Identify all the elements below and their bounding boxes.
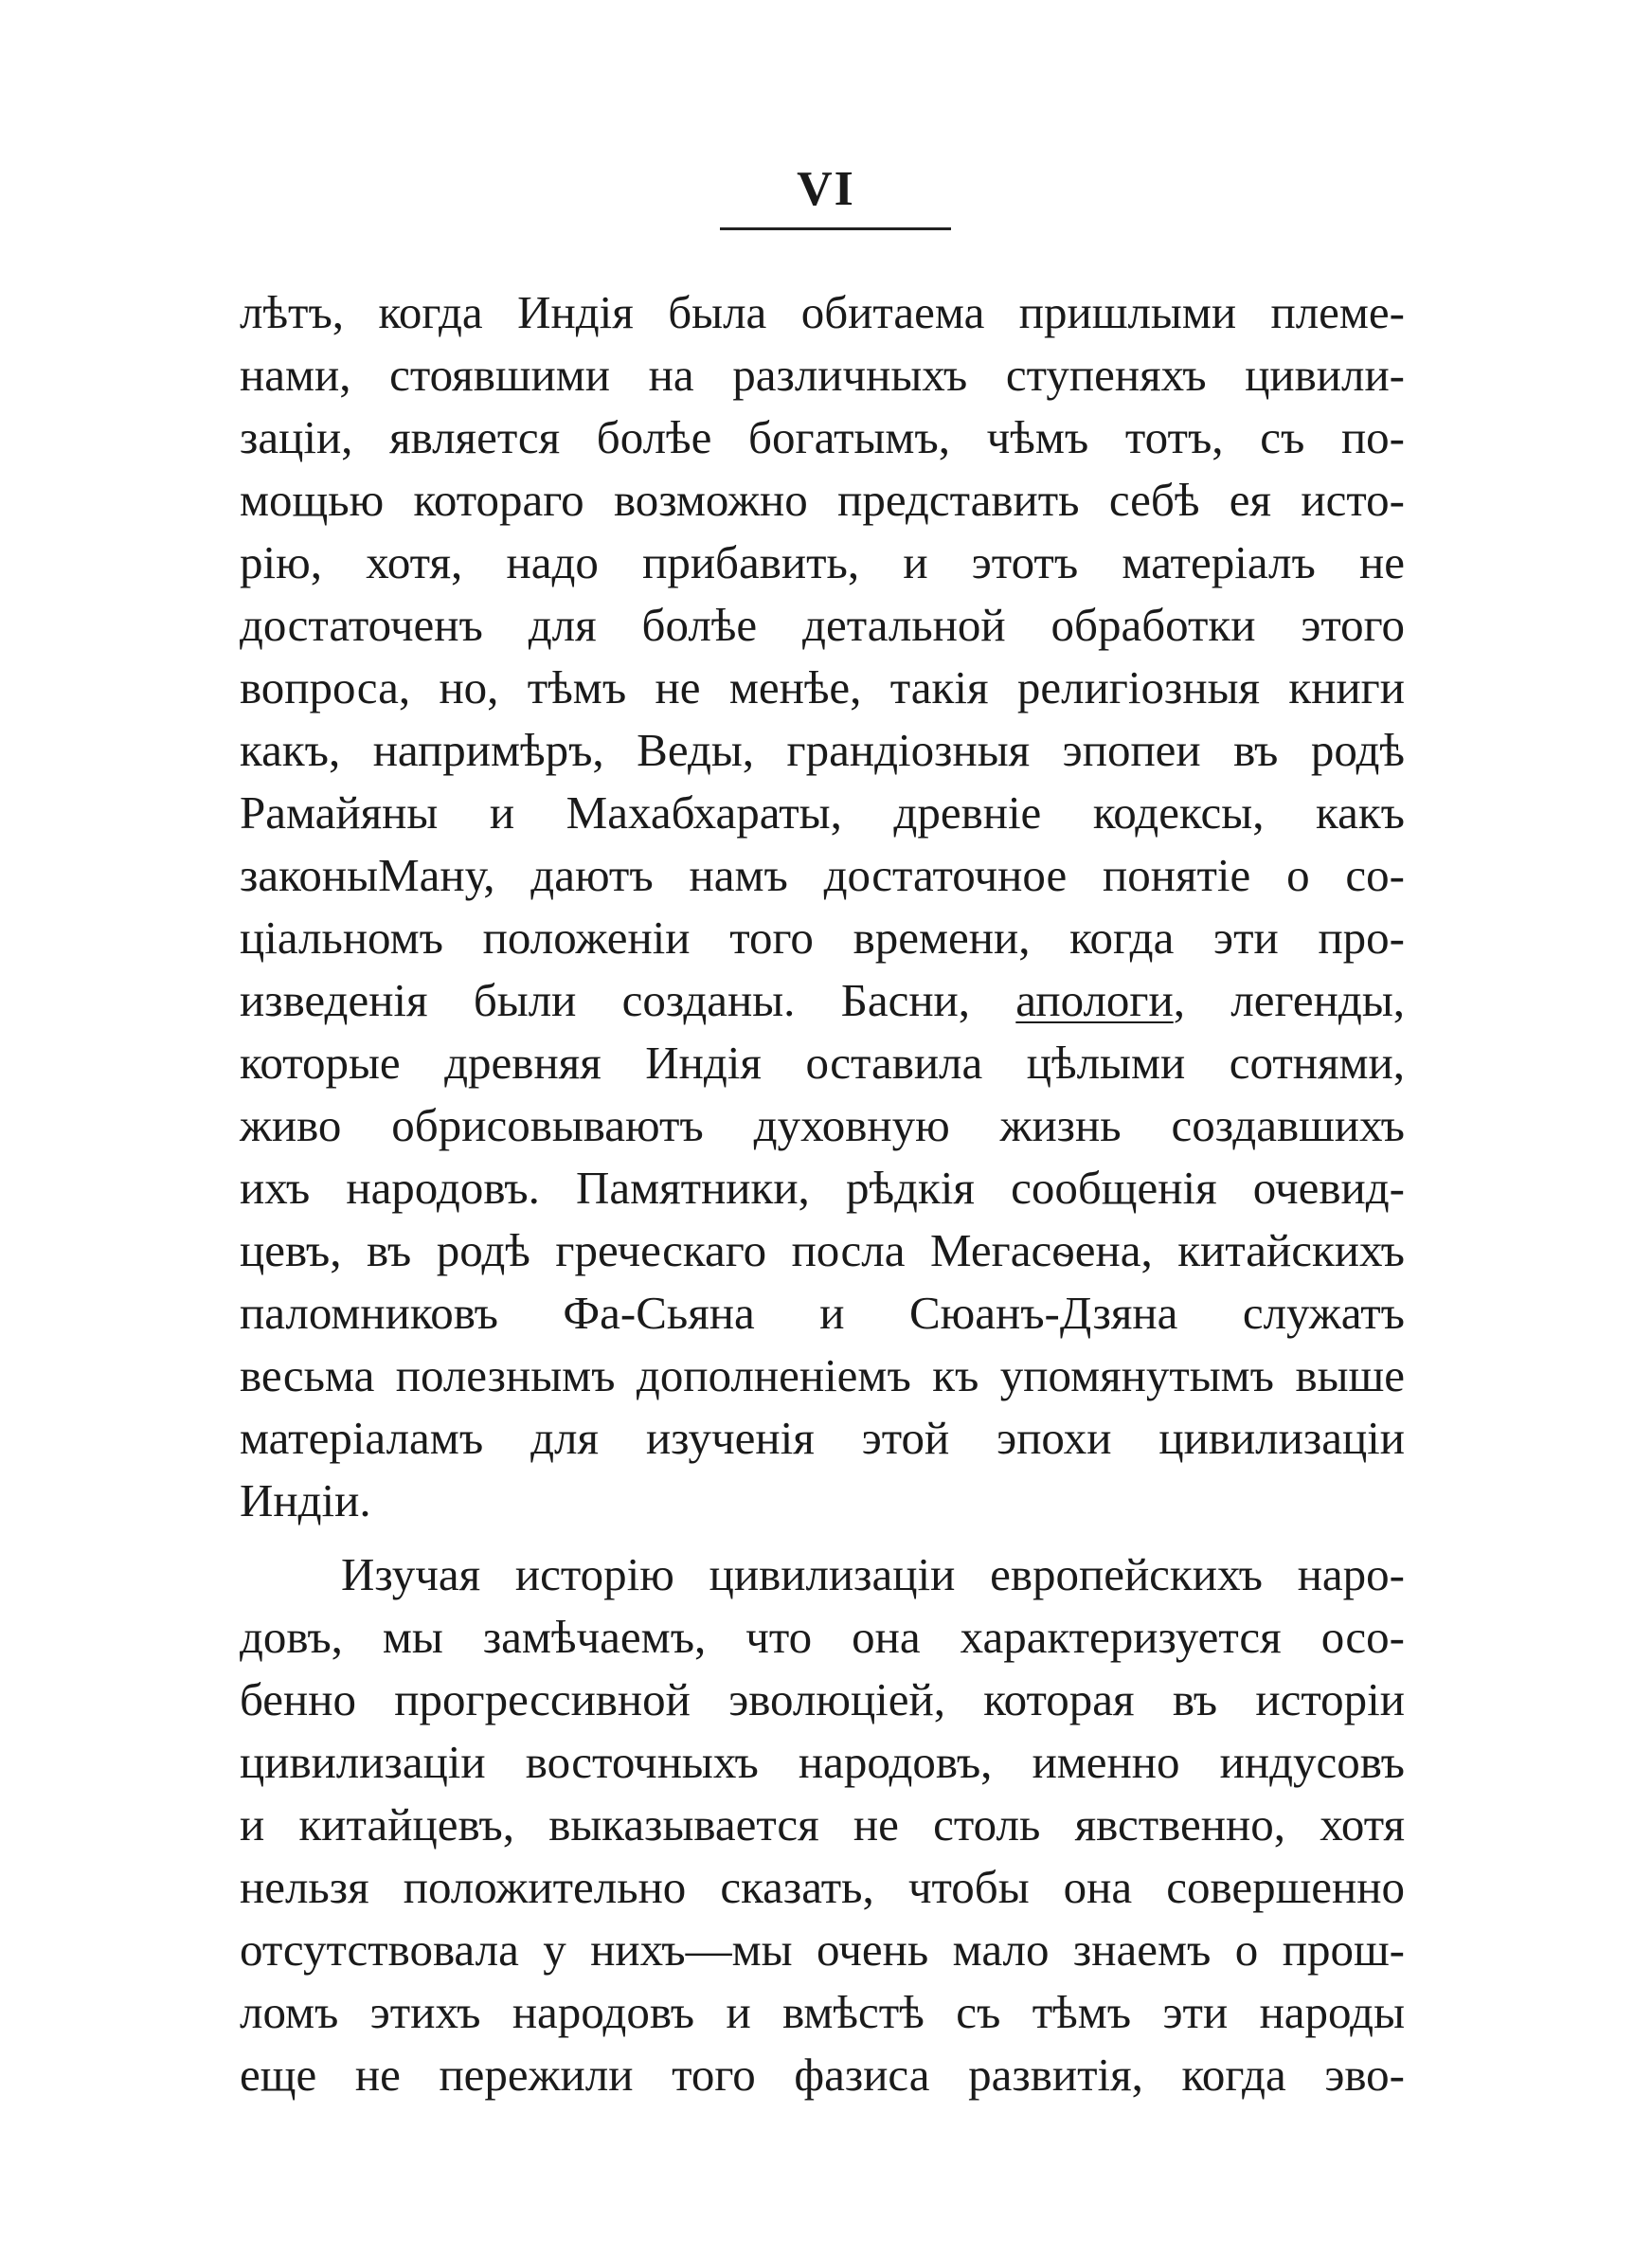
text-line: достаточенъ для болѣе детальной обработки этого <box>240 599 1405 651</box>
text-line: какъ, напримѣръ, Веды, грандіозныя эпопеи въ родѣ <box>240 724 1405 776</box>
underlined-word: апологи <box>1015 974 1174 1026</box>
text-line: которые древняя Индія оставила цѣлыми сотнями, <box>240 1037 1405 1089</box>
text-line: рію, хотя, надо прибавить, и этотъ матеріалъ не <box>240 536 1405 588</box>
text-line: паломниковъ Фа-Сьяна и Сюанъ-Дзяна служатъ <box>240 1287 1405 1339</box>
text-line: еще не пережили того фазиса развитія, когда эво- <box>240 2049 1405 2101</box>
text-segment: изведенія были созданы. Басни, <box>240 974 1016 1026</box>
text-line <box>240 972 1405 1029</box>
page-number: VI <box>797 162 855 216</box>
text-line: весьма полезнымъ дополненіемъ къ упомянутымъ выше <box>240 1349 1405 1401</box>
text-line: живо обрисовываютъ духовную жизнь создавшихъ <box>240 1099 1405 1151</box>
header-rule <box>720 227 951 230</box>
text-line: ломъ этихъ народовъ и вмѣстѣ съ тѣмъ эти народы <box>240 1986 1405 2038</box>
text-line: ціальномъ положеніи того времени, когда эти про- <box>240 912 1405 964</box>
text-line: лѣтъ, когда Индія была обитаема пришлыми племе- <box>240 286 1405 338</box>
text-line: Изучая исторію цивилизаціи европейскихъ наро- <box>341 1548 1405 1600</box>
text-line: законыМану, даютъ намъ достаточное понятіе о со- <box>240 849 1405 901</box>
text-line: нами, стоявшими на различныхъ ступеняхъ цивили- <box>240 349 1405 401</box>
text-line: довъ, мы замѣчаемъ, что она характеризуется осо- <box>240 1611 1405 1663</box>
text-line: вопроса, но, тѣмъ не менѣе, такія религіозныя книги <box>240 661 1405 713</box>
text-line: Рамайяны и Махабхараты, древніе кодексы, какъ <box>240 786 1405 839</box>
text-line: Индіи. <box>240 1474 371 1526</box>
text-line: цевъ, въ родѣ греческаго посла Мегасѳена, китайскихъ <box>240 1224 1405 1276</box>
text-line: матеріаламъ для изученія этой эпохи цивилизаціи <box>240 1412 1405 1464</box>
text-line: мощью котораго возможно представить себѣ ея исто- <box>240 474 1405 526</box>
text-segment: , легенды, <box>1173 974 1405 1026</box>
text-line: ихъ народовъ. Памятники, рѣдкія сообщенія очевид- <box>240 1162 1405 1214</box>
text-line: нельзя положительно сказать, чтобы она совершенно <box>240 1861 1405 1913</box>
text-line: бенно прогрессивной эволюціей, которая въ исторіи <box>240 1673 1405 1725</box>
text-line: цивилизаціи восточныхъ народовъ, именно индусовъ <box>240 1736 1405 1788</box>
text-line: заціи, является болѣе богатымъ, чѣмъ тотъ, съ по- <box>240 411 1405 463</box>
text-line: и китайцевъ, выказывается не столь явственно, хотя <box>240 1798 1405 1851</box>
text-line: отсутствовала у нихъ—мы очень мало знаемъ о прош- <box>240 1923 1405 1976</box>
